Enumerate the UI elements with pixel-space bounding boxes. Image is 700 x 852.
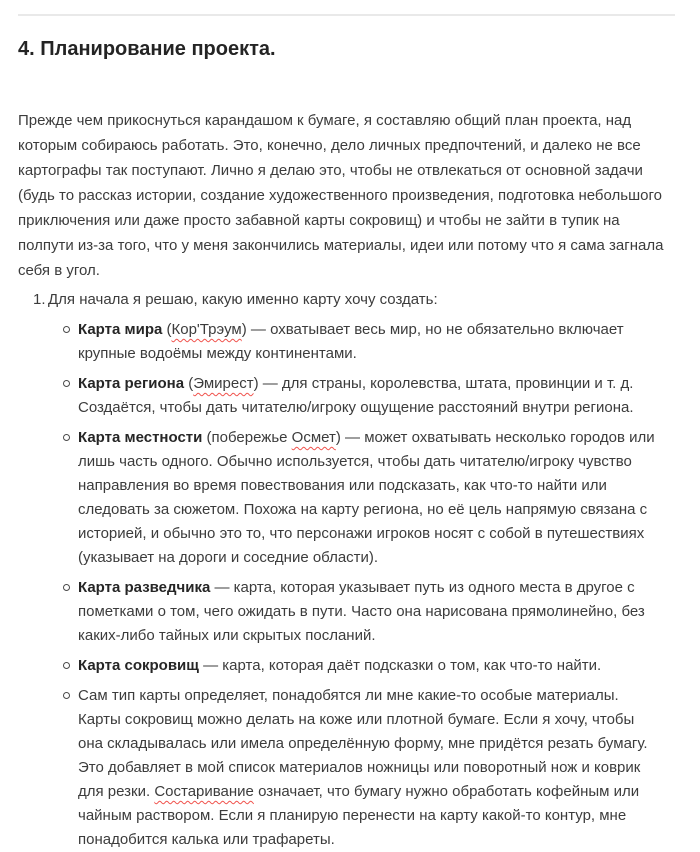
map-type-item — [18, 654, 675, 678]
circle-bullet-icon — [63, 584, 70, 591]
map-type-text — [78, 687, 648, 848]
map-type-item — [18, 426, 675, 570]
map-types-list — [18, 318, 675, 852]
map-type-text — [78, 429, 655, 566]
misspelled-word: Кор'Трэум — [171, 321, 242, 338]
circle-bullet-icon — [63, 692, 70, 699]
text-segment: ( — [184, 375, 194, 392]
text-segment: означает, что бумагу нужно обработать кофейным или чайным раствором. Если я планирую перенести на карту какой-то контур, мне понадобится калька или трафареты. — [78, 783, 640, 848]
map-type-name: Карта местности — [78, 429, 203, 446]
numbered-list-item — [18, 287, 675, 312]
map-type-item — [18, 684, 675, 852]
section-divider — [18, 14, 675, 16]
map-type-name: Карта разведчика — [78, 579, 211, 596]
article-page — [0, 14, 700, 852]
map-type-name: Карта сокровищ — [78, 657, 199, 674]
circle-bullet-icon — [63, 326, 70, 333]
circle-bullet-icon — [63, 380, 70, 387]
map-type-text — [78, 375, 634, 416]
circle-bullet-icon — [63, 434, 70, 441]
text-segment: — карта, которая указывает путь из одного места в другое с пометками о том, чего ожидать в пути. Часто она нарисована прямолинейно, без каких-либо тайных или скрытых посланий. — [78, 579, 645, 644]
intro-paragraph: Прежде чем прикоснуться карандашом к бумаге, я составляю общий план проекта, над которым собираюсь работать. Это, конечно, дело личных предпочтений, и далеко не все картографы так поступают. Лично я делаю это, чтобы не отвлекаться от основной задачи (будь то рассказ истории, создание художественного произведения, подготовка небольшого приключения или даже просто забавной карты сокровищ) и чтобы не зайти в тупик на полпути из-за того, что у меня закончились материалы, идеи или потому что я сама загнала себя в угол. — [18, 112, 664, 279]
misspelled-word: Осмет — [291, 429, 336, 446]
map-type-text — [78, 657, 601, 674]
text-segment: ) — охватывает весь мир, но не обязательно включает крупные водоёмы между континентами. — [78, 321, 624, 362]
map-type-item — [18, 372, 675, 420]
map-type-item — [18, 318, 675, 366]
text-segment: (побережье — [202, 429, 292, 446]
text-segment: ( — [162, 321, 172, 338]
text-segment: ) — для страны, королевства, штата, провинции и т. д. Создаётся, чтобы дать читателю/игроку ощущение расстояний внутри региона. — [78, 375, 634, 416]
article-body[interactable] — [18, 108, 675, 852]
map-type-name: Карта мира — [78, 321, 163, 338]
misspelled-word: Состаривание — [154, 783, 254, 800]
map-type-text — [78, 321, 624, 362]
map-type-text — [78, 579, 645, 644]
section-heading: 4. Планирование проекта. — [18, 38, 276, 60]
text-segment: — карта, которая даёт подсказки о том, как что-то найти. — [198, 657, 602, 674]
map-type-name: Карта региона — [78, 375, 185, 392]
text-segment: Сам тип карты определяет, понадобятся ли мне какие-то особые материалы. Карты сокровищ можно делать на коже или плотной бумаге. Если я хочу, чтобы она складывалась или имела определённую форму, мне придётся резать бумагу. Это добавляет в мой список материалов ножницы или поворотный нож и коврик для резки. — [78, 687, 648, 800]
map-type-item — [18, 576, 675, 648]
text-segment: ) — может охватывать несколько городов или лишь часть одного. Обычно используется, чтобы дать читателю/игроку чувство направления во время повествования или подсказать, как что-то найти или следовать за сюжетом. Похожа на карту региона, но её цель напрямую связана с историей, и обычно это то, что персонажи игроков носят с собой в путешествиях (указывает на дороги и соседние области). — [78, 429, 655, 566]
numbered-item-text: Для начала я решаю, какую именно карту хочу создать: — [48, 291, 438, 308]
misspelled-word: Эмирест — [193, 375, 254, 392]
circle-bullet-icon — [63, 662, 70, 669]
numbered-item-marker: 1. — [33, 291, 46, 308]
